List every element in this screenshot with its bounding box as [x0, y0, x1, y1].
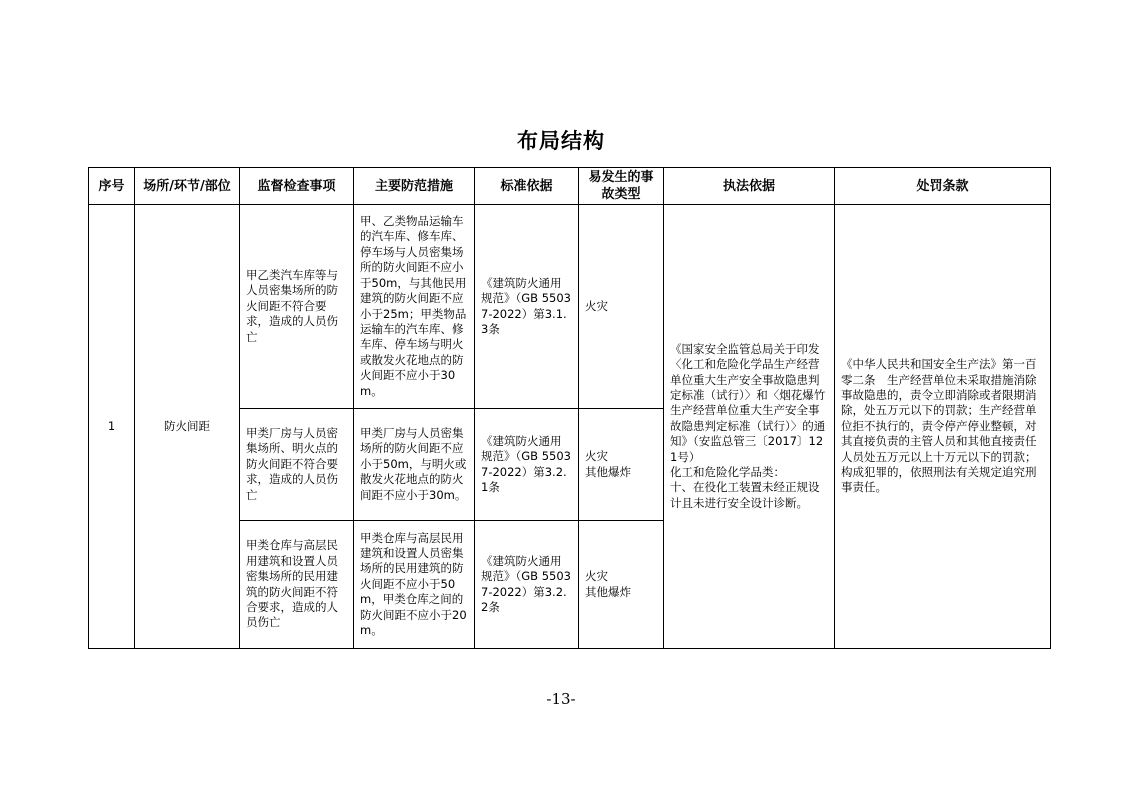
item-accident: [579, 521, 664, 649]
item-matter-text: 甲类厂房与人员密集场所、明火点的防火间距不符合要求，造成的人员伤亡: [246, 425, 338, 502]
item-matter-text: 甲乙类汽车库等与人员密集场所的防火间距不符合要求，造成的人员伤亡: [246, 267, 338, 344]
penalty-clause-text: 《中华人民共和国安全生产法》第一百零二条 生产经营单位未采取措施消除事故隐患的，责令立即消除或者限期消除，处五万元以下的罚款；生产经营单位拒不执行的，责令停产停业整顿，对其直接负责的主管人员和其他直接责任人员处五万元以上十万元以下的罚款；构成犯罪的，依照刑法有关规定追究刑事责任。: [841, 357, 1037, 495]
row-index: 1: [89, 205, 135, 649]
header-standard: 标准依据: [475, 168, 579, 205]
item-standard: [475, 521, 579, 649]
page-title: 布局结构: [517, 129, 605, 153]
item-standard: [475, 205, 579, 409]
law-basis: [664, 205, 835, 649]
inspection-table: [88, 167, 1051, 649]
row-location: 防火间距: [135, 205, 240, 649]
item-standard-text: 《建筑防火通用规范》（GB 55037-2022）第3.2.2条: [481, 553, 571, 614]
table-header-row: [89, 168, 1051, 205]
header-accident: 易发生的事故类型: [579, 168, 664, 205]
page-number: -13-: [546, 690, 576, 708]
item-standard-text: 《建筑防火通用规范》（GB 55037-2022）第3.2.1条: [481, 433, 571, 494]
item-measures: [354, 521, 475, 649]
header-location: 场所/环节/部位: [135, 168, 240, 205]
item-matter: [240, 521, 354, 649]
item-standard: [475, 409, 579, 521]
item-measures: [354, 205, 475, 409]
header-index: 序号: [89, 168, 135, 205]
item-matter: [240, 409, 354, 521]
item-accident-text: 火灾 其他爆炸: [585, 449, 631, 479]
item-measures-text: 甲类仓库与高层民用建筑和设置人员密集场所的民用建筑的防火间距不应小于50m，甲类仓库之间的防火间距不应小于20m。: [360, 530, 467, 638]
item-matter: [240, 205, 354, 409]
item-measures-text: 甲、乙类物品运输车的汽车库、修车库、停车场与人员密集场所的防火间距不应小于50m，与其他民用建筑的防火间距不应小于25m；甲类物品运输车的汽车库、修车库、停车场与明火或散发火花地点的防火间距不应小于30m。: [360, 214, 467, 398]
item-measures-text: 甲类厂房与人员密集场所的防火间距不应小于50m，与明火或散发火花地点的防火间距不应小于30m。: [360, 425, 467, 502]
penalty-clause: [835, 205, 1051, 649]
item-matter-text: 甲类仓库与高层民用建筑和设置人员密集场所的民用建筑的防火间距不符合要求，造成的人员伤亡: [246, 538, 338, 630]
header-measures: 主要防范措施: [354, 168, 475, 205]
item-accident: [579, 409, 664, 521]
item-measures: [354, 409, 475, 521]
item-standard-text: 《建筑防火通用规范》（GB 55037-2022）第3.1.3条: [481, 275, 571, 336]
header-penalty: 处罚条款: [835, 168, 1051, 205]
table-row: [89, 205, 1051, 409]
item-accident-text: 火灾 其他爆炸: [585, 569, 631, 599]
item-accident-text: 火灾: [585, 298, 608, 313]
header-law: 执法依据: [664, 168, 835, 205]
item-accident: [579, 205, 664, 409]
law-basis-text: 《国家安全监管总局关于印发〈化工和危险化学品生产经营单位重大生产安全事故隐患判定标准（试行）〉和〈烟花爆竹生产经营单位重大生产安全事故隐患判定标准（试行）〉的通知》（安监总管三〔2017〕121号） 化工和危险化学品类： 十、在役化工装置未经正规设计且未进行安全设计诊断。: [670, 341, 826, 510]
header-matter: 监督检查事项: [240, 168, 354, 205]
